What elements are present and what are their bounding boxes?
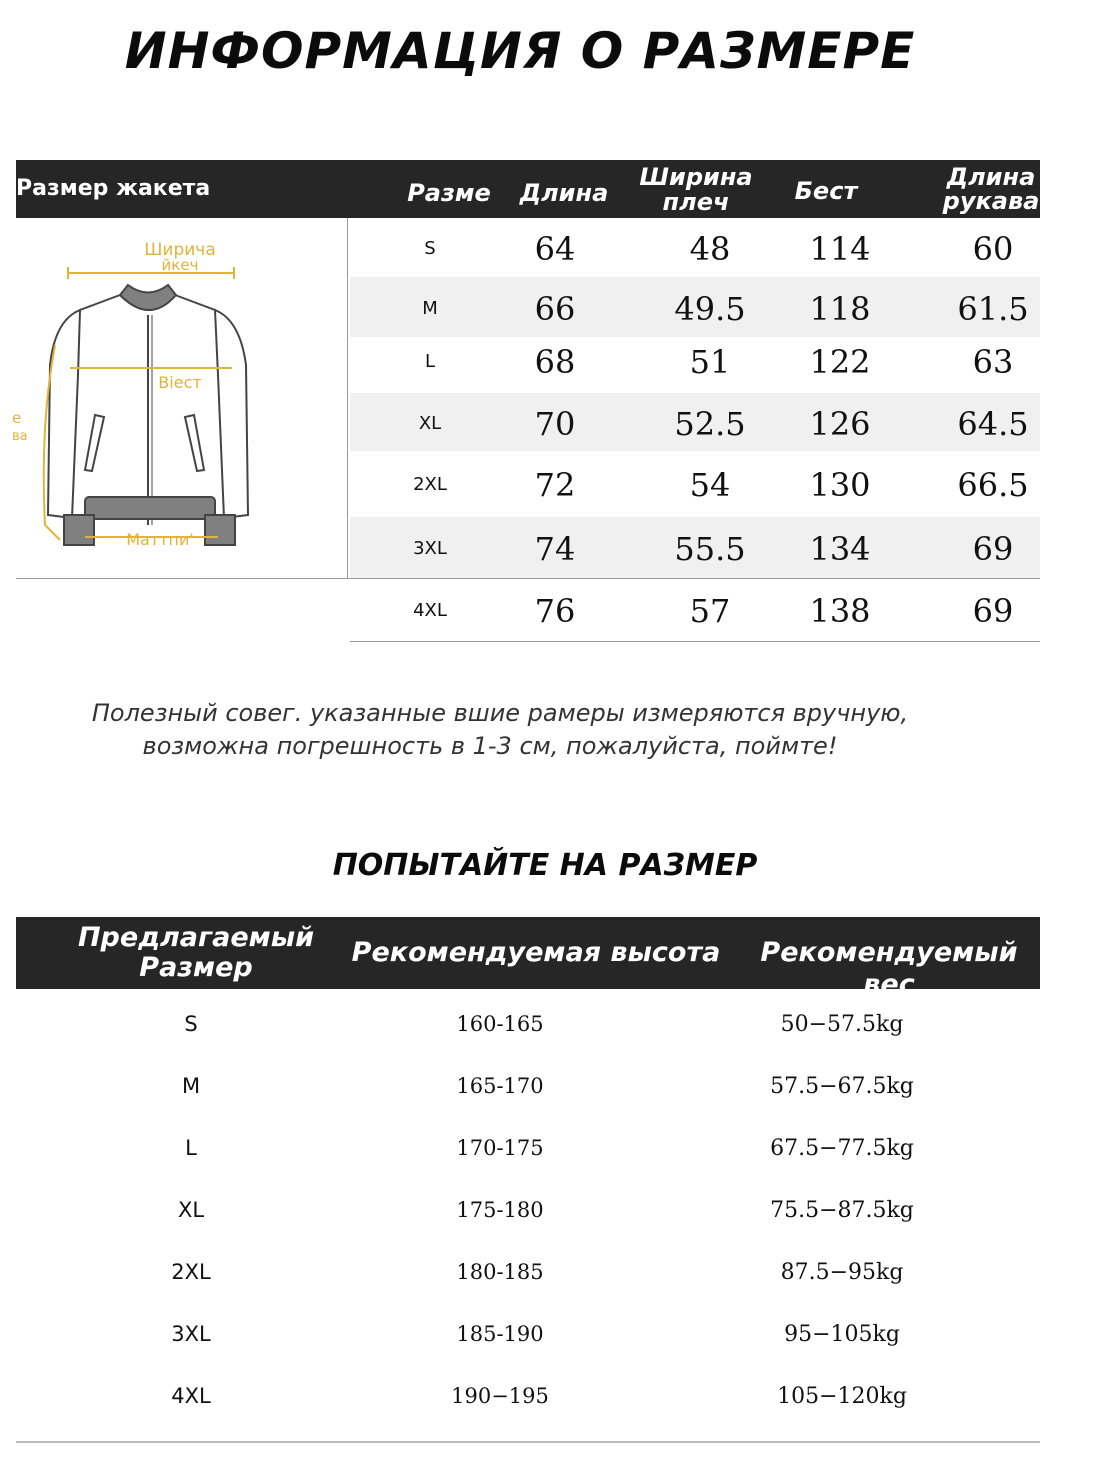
measure-cell: 118 (809, 290, 871, 328)
measure-cell: 69 (972, 592, 1014, 630)
jacket-body (58, 295, 235, 515)
measure-cell: 49.5 (674, 290, 746, 328)
fit-size-cell: S (184, 1012, 198, 1036)
measure-cell: 66 (534, 290, 576, 328)
size-cell: XL (418, 413, 442, 434)
note-line-2: возможна погрешность в 1-3 см, пожалуйста, поймте! (142, 732, 838, 760)
table-bottom-line (350, 641, 1040, 642)
chest-label: Biecт (158, 373, 202, 392)
jacket-left-cuff (64, 515, 94, 545)
measure-cell: 63 (972, 343, 1014, 381)
measure-cell: 57 (689, 592, 731, 630)
fit-size-cell: 4XL (171, 1384, 211, 1408)
fit-col-size-1: Предлагаемый (77, 922, 315, 953)
fit-size-cell: 3XL (171, 1322, 211, 1346)
fit-height-cell: 175-180 (456, 1198, 544, 1222)
fit-height-cell: 185-190 (456, 1322, 544, 1346)
measure-cell: 74 (534, 530, 576, 568)
fit-height-cell: 180-185 (456, 1260, 544, 1284)
measure-cell: 134 (809, 530, 871, 568)
measure-cell: 66.5 (957, 466, 1029, 504)
sleeve-label-2: ва (12, 429, 28, 444)
measure-cell: 72 (534, 466, 576, 504)
size-cell: M (422, 298, 438, 319)
size-cell: S (424, 238, 436, 259)
fit-title: ПОПЫТАЙТЕ НА РАЗМЕР (332, 848, 758, 883)
fit-size-cell: M (181, 1074, 201, 1098)
fit-col-size-2: Размер (139, 952, 253, 983)
measure-cell: 68 (534, 343, 576, 381)
measure-cell: 48 (689, 230, 731, 268)
fit-height-cell: 165-170 (456, 1074, 544, 1098)
measure-cell: 69 (972, 530, 1014, 568)
col-shoulder-width-2: плеч (662, 188, 730, 216)
size-cell: L (424, 351, 436, 372)
size-cell: 4XL (413, 600, 447, 621)
fit-weight-cell: 50−57.5kg (780, 1012, 904, 1037)
col-sleeve-length-2: рукава (942, 187, 1040, 215)
page-title: ИНФОРМАЦИЯ О РАЗМЕРЕ (124, 22, 916, 80)
fit-weight-cell: 57.5−67.5kg (770, 1074, 914, 1099)
shoulder-label-1: Ширича (144, 240, 216, 260)
fit-col-height: Рекомендуемая высота (351, 937, 721, 968)
measure-cell: 76 (534, 592, 576, 630)
col-length: Длина (519, 179, 609, 207)
fit-weight-cell: 75.5−87.5kg (770, 1198, 914, 1223)
measure-cell: 60 (972, 230, 1014, 268)
measure-cell: 70 (534, 405, 576, 443)
jacket-size-label: Размер жакета (16, 176, 211, 201)
size-table-header (16, 160, 1040, 218)
jacket-diagram (0, 225, 345, 565)
fit-table-header (16, 917, 1040, 1000)
fit-height-cell: 190−195 (451, 1384, 549, 1408)
measure-cell: 51 (689, 343, 731, 381)
measure-cell: 54 (689, 466, 731, 504)
measure-cell: 122 (809, 343, 871, 381)
size-cell: 2XL (413, 474, 447, 495)
measure-cell: 64 (534, 230, 576, 268)
col-size: Разме (407, 179, 491, 207)
measure-cell: 61.5 (957, 290, 1029, 328)
col-shoulder-width-1: Ширина (639, 163, 753, 191)
shoulder-label-2: йкеч (161, 256, 199, 274)
diagram-divider (347, 218, 348, 578)
fit-table-bottom-line (16, 1441, 1040, 1443)
measure-cell: 64.5 (957, 405, 1029, 443)
fit-size-cell: XL (177, 1198, 205, 1222)
diagram-bottom-line (16, 578, 1040, 579)
measure-cell: 52.5 (674, 405, 746, 443)
fit-weight-cell: 67.5−77.5kg (770, 1136, 914, 1161)
size-cell: 3XL (413, 538, 447, 559)
fit-height-cell: 170-175 (456, 1136, 544, 1160)
col-sleeve-length-1: Длина (946, 163, 1036, 191)
fit-weight-cell: 105−120kg (777, 1384, 907, 1409)
fit-weight-cell: 87.5−95kg (780, 1260, 904, 1285)
note-line-1: Полезный совег. указанные вшие рамеры измеряются вручную, (91, 699, 909, 727)
measure-cell: 55.5 (674, 530, 746, 568)
fit-col-weight: Рекомендуемый вес (760, 937, 1018, 1000)
jacket-hem-rib (85, 497, 215, 519)
fit-weight-cell: 95−105kg (784, 1322, 900, 1347)
measure-cell: 130 (809, 466, 871, 504)
fit-size-cell: 2XL (171, 1260, 211, 1284)
fit-height-cell: 160-165 (456, 1012, 544, 1036)
fit-size-cell: L (185, 1136, 197, 1160)
measure-cell: 138 (809, 592, 871, 630)
jacket-right-cuff (205, 515, 235, 545)
measure-cell: 126 (809, 405, 871, 443)
sleeve-label-1: е (12, 409, 22, 427)
hem-label: Маттпи' (126, 530, 194, 549)
measure-cell: 114 (809, 230, 871, 268)
col-bust: Бест (794, 177, 858, 205)
